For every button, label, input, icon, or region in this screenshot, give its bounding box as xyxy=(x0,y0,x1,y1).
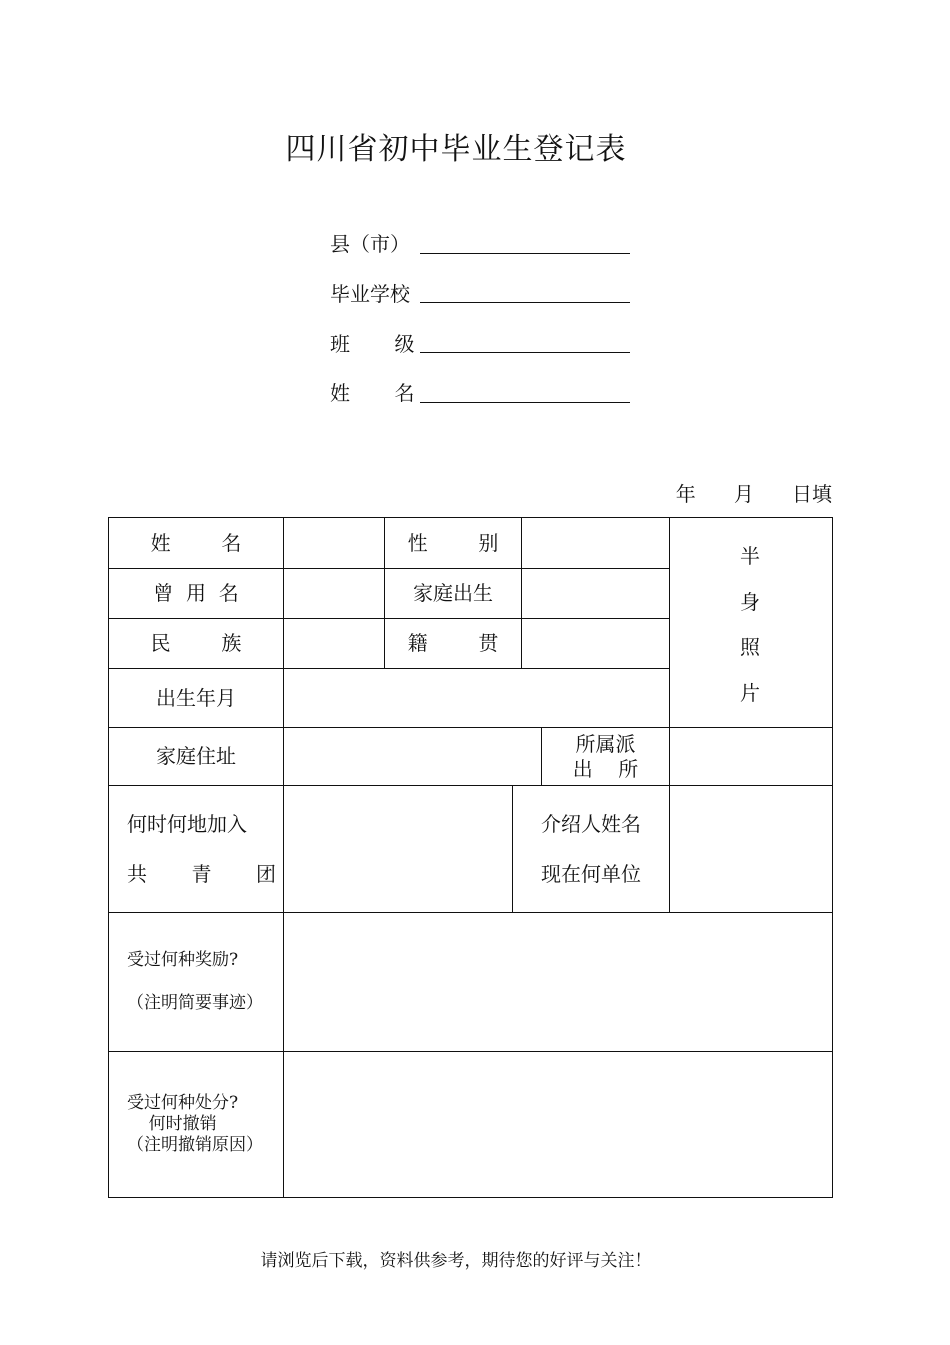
gender-label: 性 别 xyxy=(407,530,499,555)
photo-char: 片 xyxy=(740,680,760,705)
photo-char: 身 xyxy=(740,589,760,614)
awards-label: 受过何种奖励? （注明简要事迹） xyxy=(127,950,263,1013)
school-label: 毕业学校 xyxy=(330,281,410,306)
student-name-label: 姓 名 xyxy=(330,380,415,405)
footer-note: 请浏览后下载，资料供参考，期待您的好评与关注！ xyxy=(260,1251,652,1271)
former-name-label: 曾 用 名 xyxy=(153,581,239,605)
introducer-input[interactable] xyxy=(670,786,832,912)
name-label: 姓 名 xyxy=(150,530,242,555)
birth-label: 出生年月 xyxy=(156,685,236,710)
family-origin-input[interactable] xyxy=(522,569,669,618)
introducer-label: 介绍人姓名 现在何单位 xyxy=(541,811,641,886)
punishment-label: 受过何种处分? 何时撤销 （注明撤销原因） xyxy=(127,1092,263,1156)
former-name-input[interactable] xyxy=(284,569,384,618)
table-border-right xyxy=(832,517,833,1198)
table-border-bottom xyxy=(108,1197,832,1198)
awards-input[interactable] xyxy=(284,913,832,1051)
photo-char: 半 xyxy=(740,544,760,568)
police-station-input[interactable] xyxy=(670,728,832,785)
photo-char: 照 xyxy=(740,635,760,659)
ethnicity-input[interactable] xyxy=(284,619,384,668)
native-place-label: 籍 贯 xyxy=(407,631,499,655)
native-place-input[interactable] xyxy=(522,619,669,668)
gender-input[interactable] xyxy=(522,518,669,568)
address-label: 家庭住址 xyxy=(156,744,236,768)
ethnicity-label: 民 族 xyxy=(150,631,242,655)
family-origin-label: 家庭出生 xyxy=(413,581,493,605)
fill-date: 年 月 日填 xyxy=(675,482,832,506)
league-join-label: 何时何地加入 共 青 团 xyxy=(127,811,277,886)
page-title: 四川省初中毕业生登记表 xyxy=(285,132,627,167)
photo-placeholder xyxy=(735,540,765,722)
police-station-label: 所属派 出 所 xyxy=(572,731,639,781)
punishment-input[interactable] xyxy=(284,1052,832,1197)
county-label: 县（市） xyxy=(330,231,410,256)
class-label: 班 级 xyxy=(330,331,415,356)
birth-input[interactable] xyxy=(284,669,669,727)
league-join-input[interactable] xyxy=(284,786,512,912)
address-input[interactable] xyxy=(284,728,541,785)
name-input[interactable] xyxy=(284,518,384,568)
